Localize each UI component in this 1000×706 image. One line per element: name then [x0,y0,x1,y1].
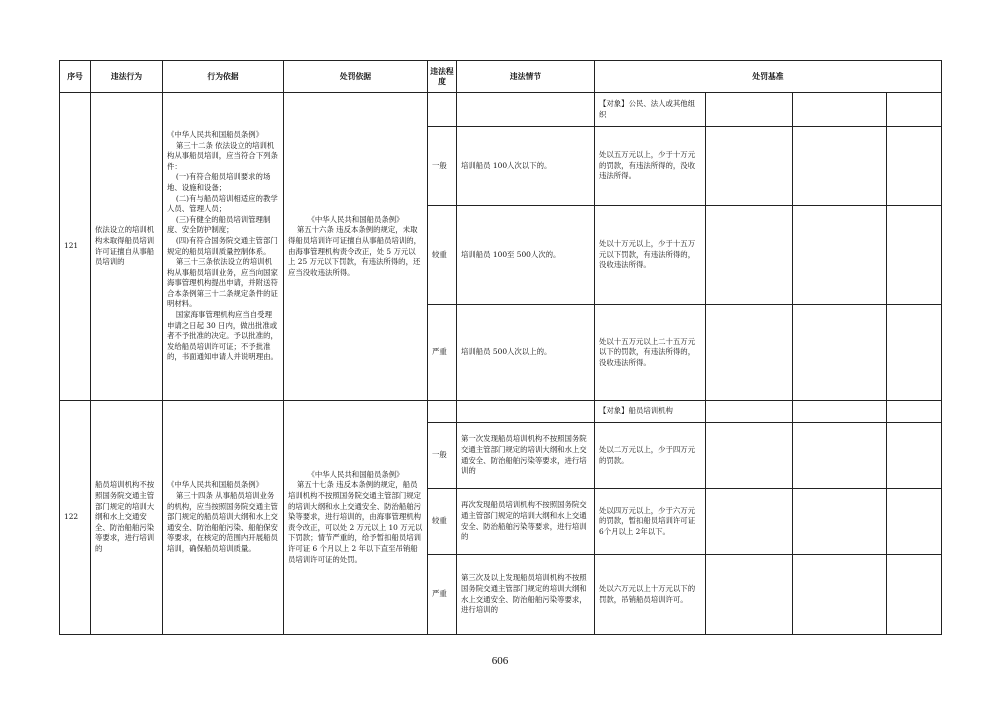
level-standard: 处以六万元以上十万元以下的罚款，吊销船员培训许可。 [595,555,706,635]
blank-cell [887,93,942,127]
blank-cell [706,489,793,555]
basis-line: 第三十二条 依法设立的培训机构从事船员培训，应当符合下列条件： [167,140,278,171]
basis-line: (一)有符合船员培训要求的场地、设施和设备； [167,172,271,192]
header-circumstance: 违法情节 [457,61,595,93]
level-standard: 处以四万元以上，少于六万元的罚款，暂扣船员培训许可证 6个月以上 2年以下。 [595,489,706,555]
row-no: 122 [60,401,91,635]
basis-line: 《中华人民共和国船员条例》 [167,480,264,490]
blank-cell [887,423,942,489]
header-no: 序号 [60,61,91,93]
blank-cell [887,206,942,305]
row-no: 121 [60,93,91,401]
blank-cell [706,423,793,489]
row-object: 【对象】船员培训机构 [595,401,706,423]
level-circumstance: 培训船员 100至 500人次的。 [457,206,595,305]
level-standard: 处以五万元以上，少于十万元的罚款，有违法所得的，没收违法所得。 [595,127,706,206]
blank-cell [793,401,887,423]
row-basis [163,401,284,635]
level-degree: 一般 [428,423,457,489]
blank-cell [793,206,887,305]
header-penalty-basis: 处罚依据 [284,61,428,93]
row-object: 【对象】公民、法人或其他组织 [595,93,706,127]
penalty-basis-line: 第五十七条 违反本条例的规定，船员培训机构不按照国务院交通主管部门规定的培训大纲和水上交通安全、防治船舶污染等要求，进行培训的，由海事管理机构责令改正，可以处 2 万元以上 10 万元以下罚款；情节严重的，给予暂扣船员培训许可证 6 个月以上 2 年以下直至吊销船员培训许可证的处罚。 [288,480,423,564]
level-standard: 处以二万元以上，少于四万元的罚款。 [595,423,706,489]
basis-line: (二)有与船员培训相适应的教学人员、管理人员； [167,193,278,214]
basis-line: 国家海事管理机构应当自受理申请之日起 30 日内，做出批准或者不予批准的决定。予以批准的，发给船员培训许可证；不予批准的，书面通知申请人并说明理由。 [167,310,278,362]
level-circumstance: 第三次及以上发现船员培训机构不按照国务院交通主管部门规定的培训大纲和水上交通安全、防治船舶污染等要求，进行培训的 [457,555,595,635]
basis-line: (三)有健全的船员培训管理制度、安全防护制度； [167,214,271,235]
blank-cell [887,555,942,635]
blank-cell [887,305,942,401]
level-degree: 严重 [428,555,457,635]
basis-line: 《中华人民共和国船员条例》 [167,129,264,139]
header-standard: 处罚基准 [595,61,942,93]
penalty-table [59,60,942,635]
basis-line: 第三十四条 从事船员培训业务的机构，应当按照国务院交通主管部门规定的船员培训大纲和水上交通安全、防治船舶污染、船舶保安等要求，在核定的范围内开展船员培训，确保船员培训质量。 [167,491,278,553]
row-penalty-basis [284,401,428,635]
level-degree: 较重 [428,489,457,555]
page-number: 606 [491,655,509,667]
blank-cell [793,423,887,489]
level-degree: 严重 [428,305,457,401]
penalty-basis-line: 第五十六条 违反本条例的规定，未取得船员培训许可证擅自从事船员培训的，由海事管理机构责令改正，处 5 万元以上 25 万元以下罚款，有违法所得的，还应当没收违法所得。 [288,225,422,277]
level-circumstance: 培训船员 100人次以下的。 [457,127,595,206]
header-degree: 违法程度 [428,61,457,93]
row-penalty-basis [284,93,428,401]
blank-cell [706,401,793,423]
level-degree: 一般 [428,127,457,206]
table-row [60,401,942,423]
blank-cell [793,127,887,206]
blank-cell [457,401,595,423]
row-act: 船员培训机构不按照国务院交通主管部门规定的培训大纲和水上交通安全、防治船舶污染等要求，进行培训的 [91,401,163,635]
level-standard: 处以十五万元以上二十五万元以下的罚款，有违法所得的，没收违法所得。 [595,305,706,401]
blank-cell [706,555,793,635]
penalty-basis-line: 《中华人民共和国船员条例》 [307,469,404,479]
level-circumstance: 再次发现船员培训机构不按照国务院交通主管部门规定的培训大纲和水上交通安全、防治船舶污染等要求，进行培训的 [457,489,595,555]
header-act: 违法行为 [91,61,163,93]
blank-cell [457,93,595,127]
row-act: 依法设立的培训机构未取得船员培训许可证擅自从事船员培训的 [91,93,163,401]
level-standard: 处以十万元以上，少于十五万元以下罚款，有违法所得的，没收违法所得。 [595,206,706,305]
blank-cell [887,127,942,206]
blank-cell [887,401,942,423]
level-degree: 较重 [428,206,457,305]
basis-line: 第三十三条依法设立的培训机构从事船员培训业务，应当向国家海事管理机构提出申请，并附送符合本条例第三十二条规定条件的证明材料。 [167,257,278,309]
blank-cell [793,305,887,401]
table-row [60,93,942,127]
header-basis: 行为依据 [163,61,284,93]
header-row [60,61,942,93]
blank-cell [428,401,457,423]
blank-cell [793,93,887,127]
blank-cell [793,489,887,555]
level-circumstance: 培训船员 500人次以上的。 [457,305,595,401]
blank-cell [706,93,793,127]
blank-cell [706,305,793,401]
blank-cell [793,555,887,635]
level-circumstance: 第一次发现船员培训机构不按照国务院交通主管部门规定的培训大纲和水上交通安全、防治船舶污染等要求，进行培训的 [457,423,595,489]
blank-cell [887,489,942,555]
blank-cell [706,206,793,305]
basis-line: (四)有符合国务院交通主管部门规定的船员培训质量控制体系。 [167,235,278,256]
row-basis [163,93,284,401]
blank-cell [706,127,793,206]
penalty-basis-line: 《中华人民共和国船员条例》 [307,214,404,224]
blank-cell [428,93,457,127]
